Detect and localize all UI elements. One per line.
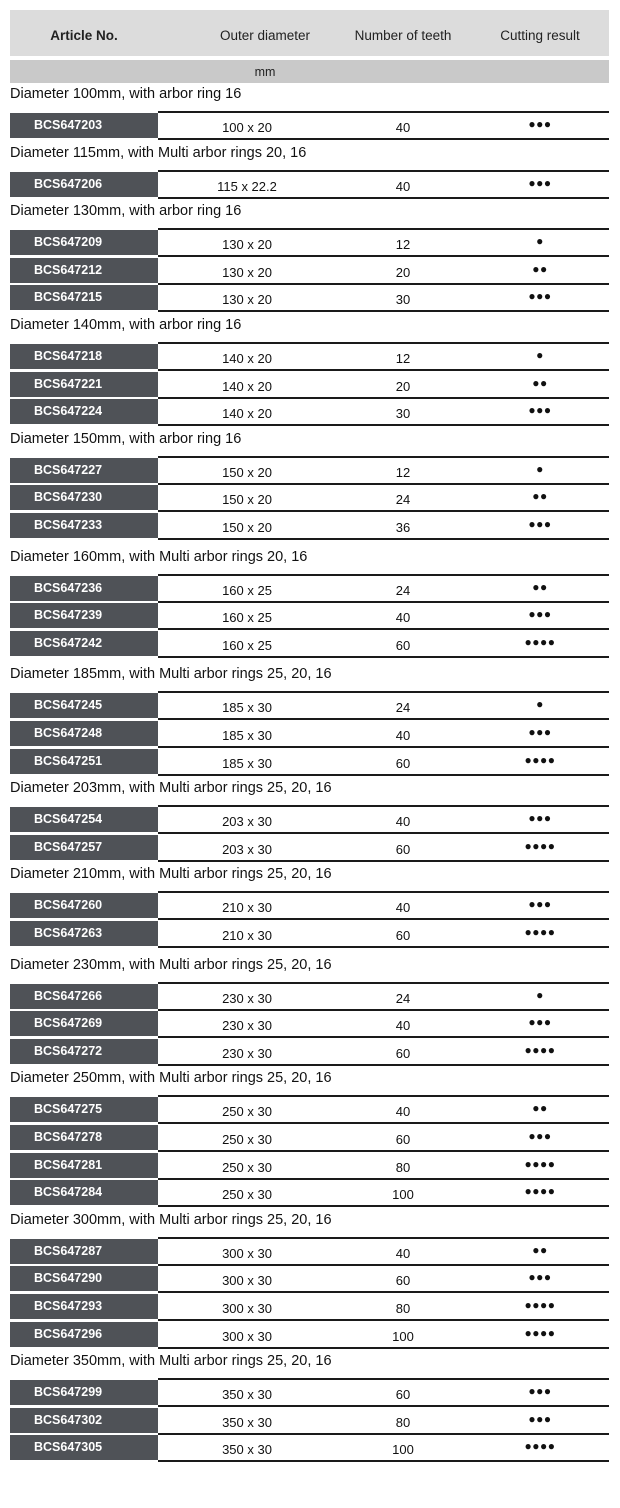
article-no-cell: BCS647203 bbox=[10, 113, 158, 138]
table-row bbox=[0, 1434, 620, 1461]
outer-diameter-cell: 210 x 30 bbox=[222, 900, 272, 916]
table-row bbox=[0, 983, 620, 1010]
table-row bbox=[0, 171, 620, 198]
table-row bbox=[0, 512, 620, 539]
outer-diameter-cell: 300 x 30 bbox=[222, 1245, 272, 1261]
outer-diameter-cell: 230 x 30 bbox=[222, 1018, 272, 1034]
row-divider bbox=[158, 656, 609, 658]
outer-diameter-cell: 150 x 20 bbox=[222, 520, 272, 535]
group-title: Diameter 350mm, with Multi arbor rings 25, 20, 16 bbox=[10, 1353, 332, 1370]
teeth-count-cell: 24 bbox=[395, 492, 411, 508]
cutting-result-cell: ●● bbox=[532, 489, 548, 504]
cutting-result-cell: ●●● bbox=[528, 1411, 552, 1426]
teeth-count-cell: 60 bbox=[395, 928, 411, 943]
outer-diameter-cell: 130 x 20 bbox=[222, 292, 272, 308]
teeth-count-cell: 24 bbox=[395, 700, 411, 716]
teeth-count-cell: 30 bbox=[395, 406, 411, 422]
teeth-count-cell: 60 bbox=[395, 637, 411, 653]
cutting-result-cell: ●●● bbox=[528, 607, 552, 622]
teeth-count-cell: 12 bbox=[395, 351, 411, 366]
cutting-result-cell: ●●●● bbox=[524, 1184, 556, 1199]
table-row bbox=[0, 720, 620, 747]
cutting-result-cell: ●● bbox=[532, 261, 548, 276]
teeth-count-cell: 36 bbox=[395, 520, 411, 535]
teeth-count-cell: 60 bbox=[395, 1132, 411, 1147]
article-no-cell: BCS647284 bbox=[10, 1180, 158, 1205]
article-no-cell: BCS647305 bbox=[10, 1435, 158, 1460]
outer-diameter-cell: 140 x 20 bbox=[222, 351, 272, 366]
cutting-result-cell: ●●●● bbox=[524, 1439, 556, 1454]
outer-diameter-cell: 140 x 20 bbox=[222, 378, 272, 394]
outer-diameter-cell: 250 x 30 bbox=[222, 1104, 272, 1120]
article-no-cell: BCS647275 bbox=[10, 1097, 158, 1122]
article-no-cell: BCS647224 bbox=[10, 399, 158, 424]
cutting-result-cell: ● bbox=[536, 234, 544, 249]
cutting-result-cell: ● bbox=[536, 697, 544, 712]
header-cutting-result: Cutting result bbox=[500, 28, 580, 43]
article-no-cell: BCS647242 bbox=[10, 631, 158, 656]
teeth-count-cell: 60 bbox=[395, 1045, 411, 1061]
cutting-result-cell: ●●●● bbox=[524, 1325, 556, 1340]
row-divider bbox=[158, 1205, 609, 1207]
article-no-cell: BCS647230 bbox=[10, 485, 158, 510]
row-divider bbox=[158, 774, 609, 776]
teeth-count-cell: 40 bbox=[395, 1104, 411, 1120]
group-title: Diameter 210mm, with Multi arbor rings 25, 20, 16 bbox=[10, 866, 332, 883]
teeth-count-cell: 40 bbox=[395, 814, 411, 830]
teeth-count-cell: 40 bbox=[395, 120, 411, 135]
cutting-result-cell: ●●●● bbox=[524, 1042, 556, 1057]
teeth-count-cell: 60 bbox=[395, 755, 411, 771]
table-row bbox=[0, 1096, 620, 1123]
outer-diameter-cell: 160 x 25 bbox=[222, 610, 272, 626]
cutting-result-cell: ●●●● bbox=[524, 838, 556, 853]
cutting-result-cell: ●●●● bbox=[524, 634, 556, 649]
teeth-count-cell: 40 bbox=[395, 610, 411, 626]
outer-diameter-cell: 185 x 30 bbox=[222, 755, 272, 771]
row-divider bbox=[158, 538, 609, 540]
cutting-result-cell: ●●● bbox=[528, 1270, 552, 1285]
article-no-cell: BCS647245 bbox=[10, 693, 158, 718]
unit-label: mm bbox=[254, 65, 276, 79]
outer-diameter-cell: 115 x 22.2 bbox=[217, 178, 277, 194]
article-no-cell: BCS647299 bbox=[10, 1380, 158, 1405]
cutting-result-cell: ●●● bbox=[528, 811, 552, 826]
article-no-cell: BCS647278 bbox=[10, 1125, 158, 1150]
article-no-cell: BCS647260 bbox=[10, 893, 158, 918]
article-no-cell: BCS647287 bbox=[10, 1239, 158, 1264]
teeth-count-cell: 40 bbox=[395, 1245, 411, 1261]
table-row bbox=[0, 1321, 620, 1348]
outer-diameter-cell: 230 x 30 bbox=[222, 1045, 272, 1061]
outer-diameter-cell: 350 x 30 bbox=[222, 1414, 272, 1430]
teeth-count-cell: 20 bbox=[395, 378, 411, 394]
header-number-of-teeth: Number of teeth bbox=[354, 28, 452, 43]
table-row bbox=[0, 1293, 620, 1320]
article-no-cell: BCS647212 bbox=[10, 258, 158, 283]
cutting-result-cell: ●● bbox=[532, 1242, 548, 1257]
table-row bbox=[0, 484, 620, 511]
article-no-cell: BCS647302 bbox=[10, 1408, 158, 1433]
header-article-no: Article No. bbox=[50, 28, 118, 43]
cutting-result-cell: ●●● bbox=[528, 725, 552, 739]
table-row bbox=[0, 343, 620, 370]
article-no-cell: BCS647206 bbox=[10, 172, 158, 197]
cutting-result-cell: ● bbox=[536, 461, 544, 476]
teeth-count-cell: 60 bbox=[395, 1387, 411, 1403]
table-row bbox=[0, 920, 620, 947]
cutting-result-cell: ●●● bbox=[528, 517, 552, 531]
table-row bbox=[0, 575, 620, 602]
cutting-result-cell: ●● bbox=[532, 579, 548, 594]
group-title: Diameter 115mm, with Multi arbor rings 20, 16 bbox=[10, 144, 307, 161]
group-title: Diameter 130mm, with arbor ring 16 bbox=[10, 203, 242, 220]
table-row bbox=[0, 284, 620, 311]
article-no-cell: BCS647215 bbox=[10, 285, 158, 310]
outer-diameter-cell: 150 x 20 bbox=[222, 464, 272, 480]
outer-diameter-cell: 230 x 30 bbox=[222, 990, 272, 1006]
group-title: Diameter 300mm, with Multi arbor rings 25, 20, 16 bbox=[10, 1211, 332, 1228]
table-row bbox=[0, 1152, 620, 1179]
outer-diameter-cell: 300 x 30 bbox=[222, 1273, 272, 1289]
cutting-result-cell: ●●● bbox=[528, 897, 552, 912]
outer-diameter-cell: 185 x 30 bbox=[222, 728, 272, 743]
row-divider bbox=[158, 1460, 609, 1462]
cutting-result-cell: ●● bbox=[532, 375, 548, 390]
row-divider bbox=[158, 138, 609, 140]
row-divider bbox=[158, 310, 609, 312]
cutting-result-cell: ●●●● bbox=[524, 1156, 556, 1171]
teeth-count-cell: 40 bbox=[395, 178, 411, 194]
table-row bbox=[0, 257, 620, 284]
outer-diameter-cell: 300 x 30 bbox=[222, 1301, 272, 1316]
outer-diameter-cell: 300 x 30 bbox=[222, 1328, 272, 1344]
article-no-cell: BCS647218 bbox=[10, 344, 158, 369]
row-divider bbox=[158, 946, 609, 948]
group-title: Diameter 140mm, with arbor ring 16 bbox=[10, 317, 242, 333]
teeth-count-cell: 12 bbox=[395, 237, 411, 253]
cutting-result-cell: ● bbox=[536, 348, 544, 362]
group-title: Diameter 230mm, with Multi arbor rings 25, 20, 16 bbox=[10, 956, 332, 973]
article-no-cell: BCS647296 bbox=[10, 1322, 158, 1347]
cutting-result-cell: ● bbox=[536, 987, 544, 1002]
row-divider bbox=[158, 424, 609, 426]
article-no-cell: BCS647209 bbox=[10, 230, 158, 255]
cutting-result-cell: ●●● bbox=[528, 1129, 552, 1143]
teeth-count-cell: 30 bbox=[395, 292, 411, 308]
teeth-count-cell: 80 bbox=[395, 1301, 411, 1316]
article-no-cell: BCS647221 bbox=[10, 372, 158, 397]
article-no-cell: BCS647236 bbox=[10, 576, 158, 601]
table-row bbox=[0, 1265, 620, 1292]
group-title: Diameter 185mm, with Multi arbor rings 25, 20, 16 bbox=[10, 666, 332, 683]
outer-diameter-cell: 150 x 20 bbox=[222, 492, 272, 508]
row-divider bbox=[158, 197, 609, 199]
row-divider bbox=[158, 860, 609, 862]
outer-diameter-cell: 250 x 30 bbox=[222, 1132, 272, 1147]
table-header bbox=[10, 10, 609, 56]
teeth-count-cell: 20 bbox=[395, 264, 411, 280]
teeth-count-cell: 100 bbox=[392, 1187, 414, 1203]
cutting-result-cell: ●●●● bbox=[524, 1298, 556, 1312]
cutting-result-cell: ●●● bbox=[528, 117, 552, 131]
article-no-cell: BCS647263 bbox=[10, 921, 158, 946]
table-row bbox=[0, 398, 620, 425]
cutting-result-cell: ●●● bbox=[528, 289, 552, 304]
article-no-cell: BCS647293 bbox=[10, 1294, 158, 1319]
article-no-cell: BCS647290 bbox=[10, 1266, 158, 1291]
outer-diameter-cell: 100 x 20 bbox=[222, 120, 272, 135]
teeth-count-cell: 80 bbox=[395, 1159, 411, 1175]
table-row bbox=[0, 748, 620, 775]
article-no-cell: BCS647281 bbox=[10, 1153, 158, 1178]
table-row bbox=[0, 892, 620, 919]
article-no-cell: BCS647233 bbox=[10, 513, 158, 538]
outer-diameter-cell: 250 x 30 bbox=[222, 1159, 272, 1175]
article-no-cell: BCS647269 bbox=[10, 1011, 158, 1036]
teeth-count-cell: 100 bbox=[392, 1442, 414, 1458]
row-divider bbox=[158, 1064, 609, 1066]
outer-diameter-cell: 160 x 25 bbox=[222, 637, 272, 653]
group-title: Diameter 160mm, with Multi arbor rings 20, 16 bbox=[10, 548, 308, 565]
outer-diameter-cell: 130 x 20 bbox=[222, 264, 272, 280]
teeth-count-cell: 60 bbox=[395, 841, 411, 857]
group-title: Diameter 100mm, with arbor ring 16 bbox=[10, 86, 242, 102]
outer-diameter-cell: 203 x 30 bbox=[222, 841, 272, 857]
table-row bbox=[0, 229, 620, 256]
teeth-count-cell: 12 bbox=[395, 464, 411, 480]
article-no-cell: BCS647272 bbox=[10, 1039, 158, 1064]
table-row bbox=[0, 1038, 620, 1065]
group-title: Diameter 203mm, with Multi arbor rings 25, 20, 16 bbox=[10, 780, 332, 797]
outer-diameter-cell: 185 x 30 bbox=[222, 700, 272, 716]
table-row bbox=[0, 1124, 620, 1151]
table-row bbox=[0, 806, 620, 833]
group-title: Diameter 250mm, with Multi arbor rings 25, 20, 16 bbox=[10, 1070, 332, 1087]
teeth-count-cell: 40 bbox=[395, 728, 411, 743]
table-row bbox=[0, 1010, 620, 1037]
table-row bbox=[0, 1407, 620, 1434]
cutting-result-cell: ●●● bbox=[528, 403, 552, 418]
teeth-count-cell: 24 bbox=[395, 582, 411, 598]
article-no-cell: BCS647257 bbox=[10, 835, 158, 860]
table-row bbox=[0, 1238, 620, 1265]
article-no-cell: BCS647239 bbox=[10, 603, 158, 628]
table-row bbox=[0, 371, 620, 398]
table-row bbox=[0, 112, 620, 139]
table-row bbox=[0, 602, 620, 629]
teeth-count-cell: 24 bbox=[395, 990, 411, 1006]
group-title: Diameter 150mm, with arbor ring 16 bbox=[10, 430, 242, 447]
outer-diameter-cell: 350 x 30 bbox=[222, 1387, 272, 1403]
teeth-count-cell: 100 bbox=[392, 1328, 414, 1344]
table-row bbox=[0, 834, 620, 861]
table-row bbox=[0, 692, 620, 719]
teeth-count-cell: 40 bbox=[395, 900, 411, 916]
table-row bbox=[0, 1179, 620, 1206]
table-row bbox=[0, 630, 620, 657]
outer-diameter-cell: 130 x 20 bbox=[222, 237, 272, 253]
outer-diameter-cell: 140 x 20 bbox=[222, 406, 272, 422]
cutting-result-cell: ●●● bbox=[528, 1384, 552, 1399]
article-no-cell: BCS647227 bbox=[10, 458, 158, 483]
cutting-result-cell: ●●●● bbox=[524, 752, 556, 767]
row-divider bbox=[158, 1347, 609, 1349]
article-no-cell: BCS647248 bbox=[10, 721, 158, 746]
outer-diameter-cell: 210 x 30 bbox=[222, 928, 272, 943]
teeth-count-cell: 60 bbox=[395, 1273, 411, 1289]
header-outer-diameter: Outer diameter bbox=[219, 28, 311, 43]
cutting-result-cell: ●●● bbox=[528, 1015, 552, 1030]
outer-diameter-cell: 160 x 25 bbox=[222, 582, 272, 598]
article-no-cell: BCS647254 bbox=[10, 807, 158, 832]
table-row bbox=[0, 457, 620, 484]
teeth-count-cell: 40 bbox=[395, 1018, 411, 1034]
table-row bbox=[0, 1379, 620, 1406]
cutting-result-cell: ●●●● bbox=[524, 925, 556, 939]
teeth-count-cell: 80 bbox=[395, 1414, 411, 1430]
article-no-cell: BCS647266 bbox=[10, 984, 158, 1009]
unit-bar bbox=[10, 60, 609, 83]
article-no-cell: BCS647251 bbox=[10, 749, 158, 774]
cutting-result-cell: ●●● bbox=[528, 175, 552, 190]
outer-diameter-cell: 203 x 30 bbox=[222, 814, 272, 830]
cutting-result-cell: ●● bbox=[532, 1101, 548, 1116]
outer-diameter-cell: 350 x 30 bbox=[222, 1442, 272, 1458]
outer-diameter-cell: 250 x 30 bbox=[222, 1187, 272, 1203]
